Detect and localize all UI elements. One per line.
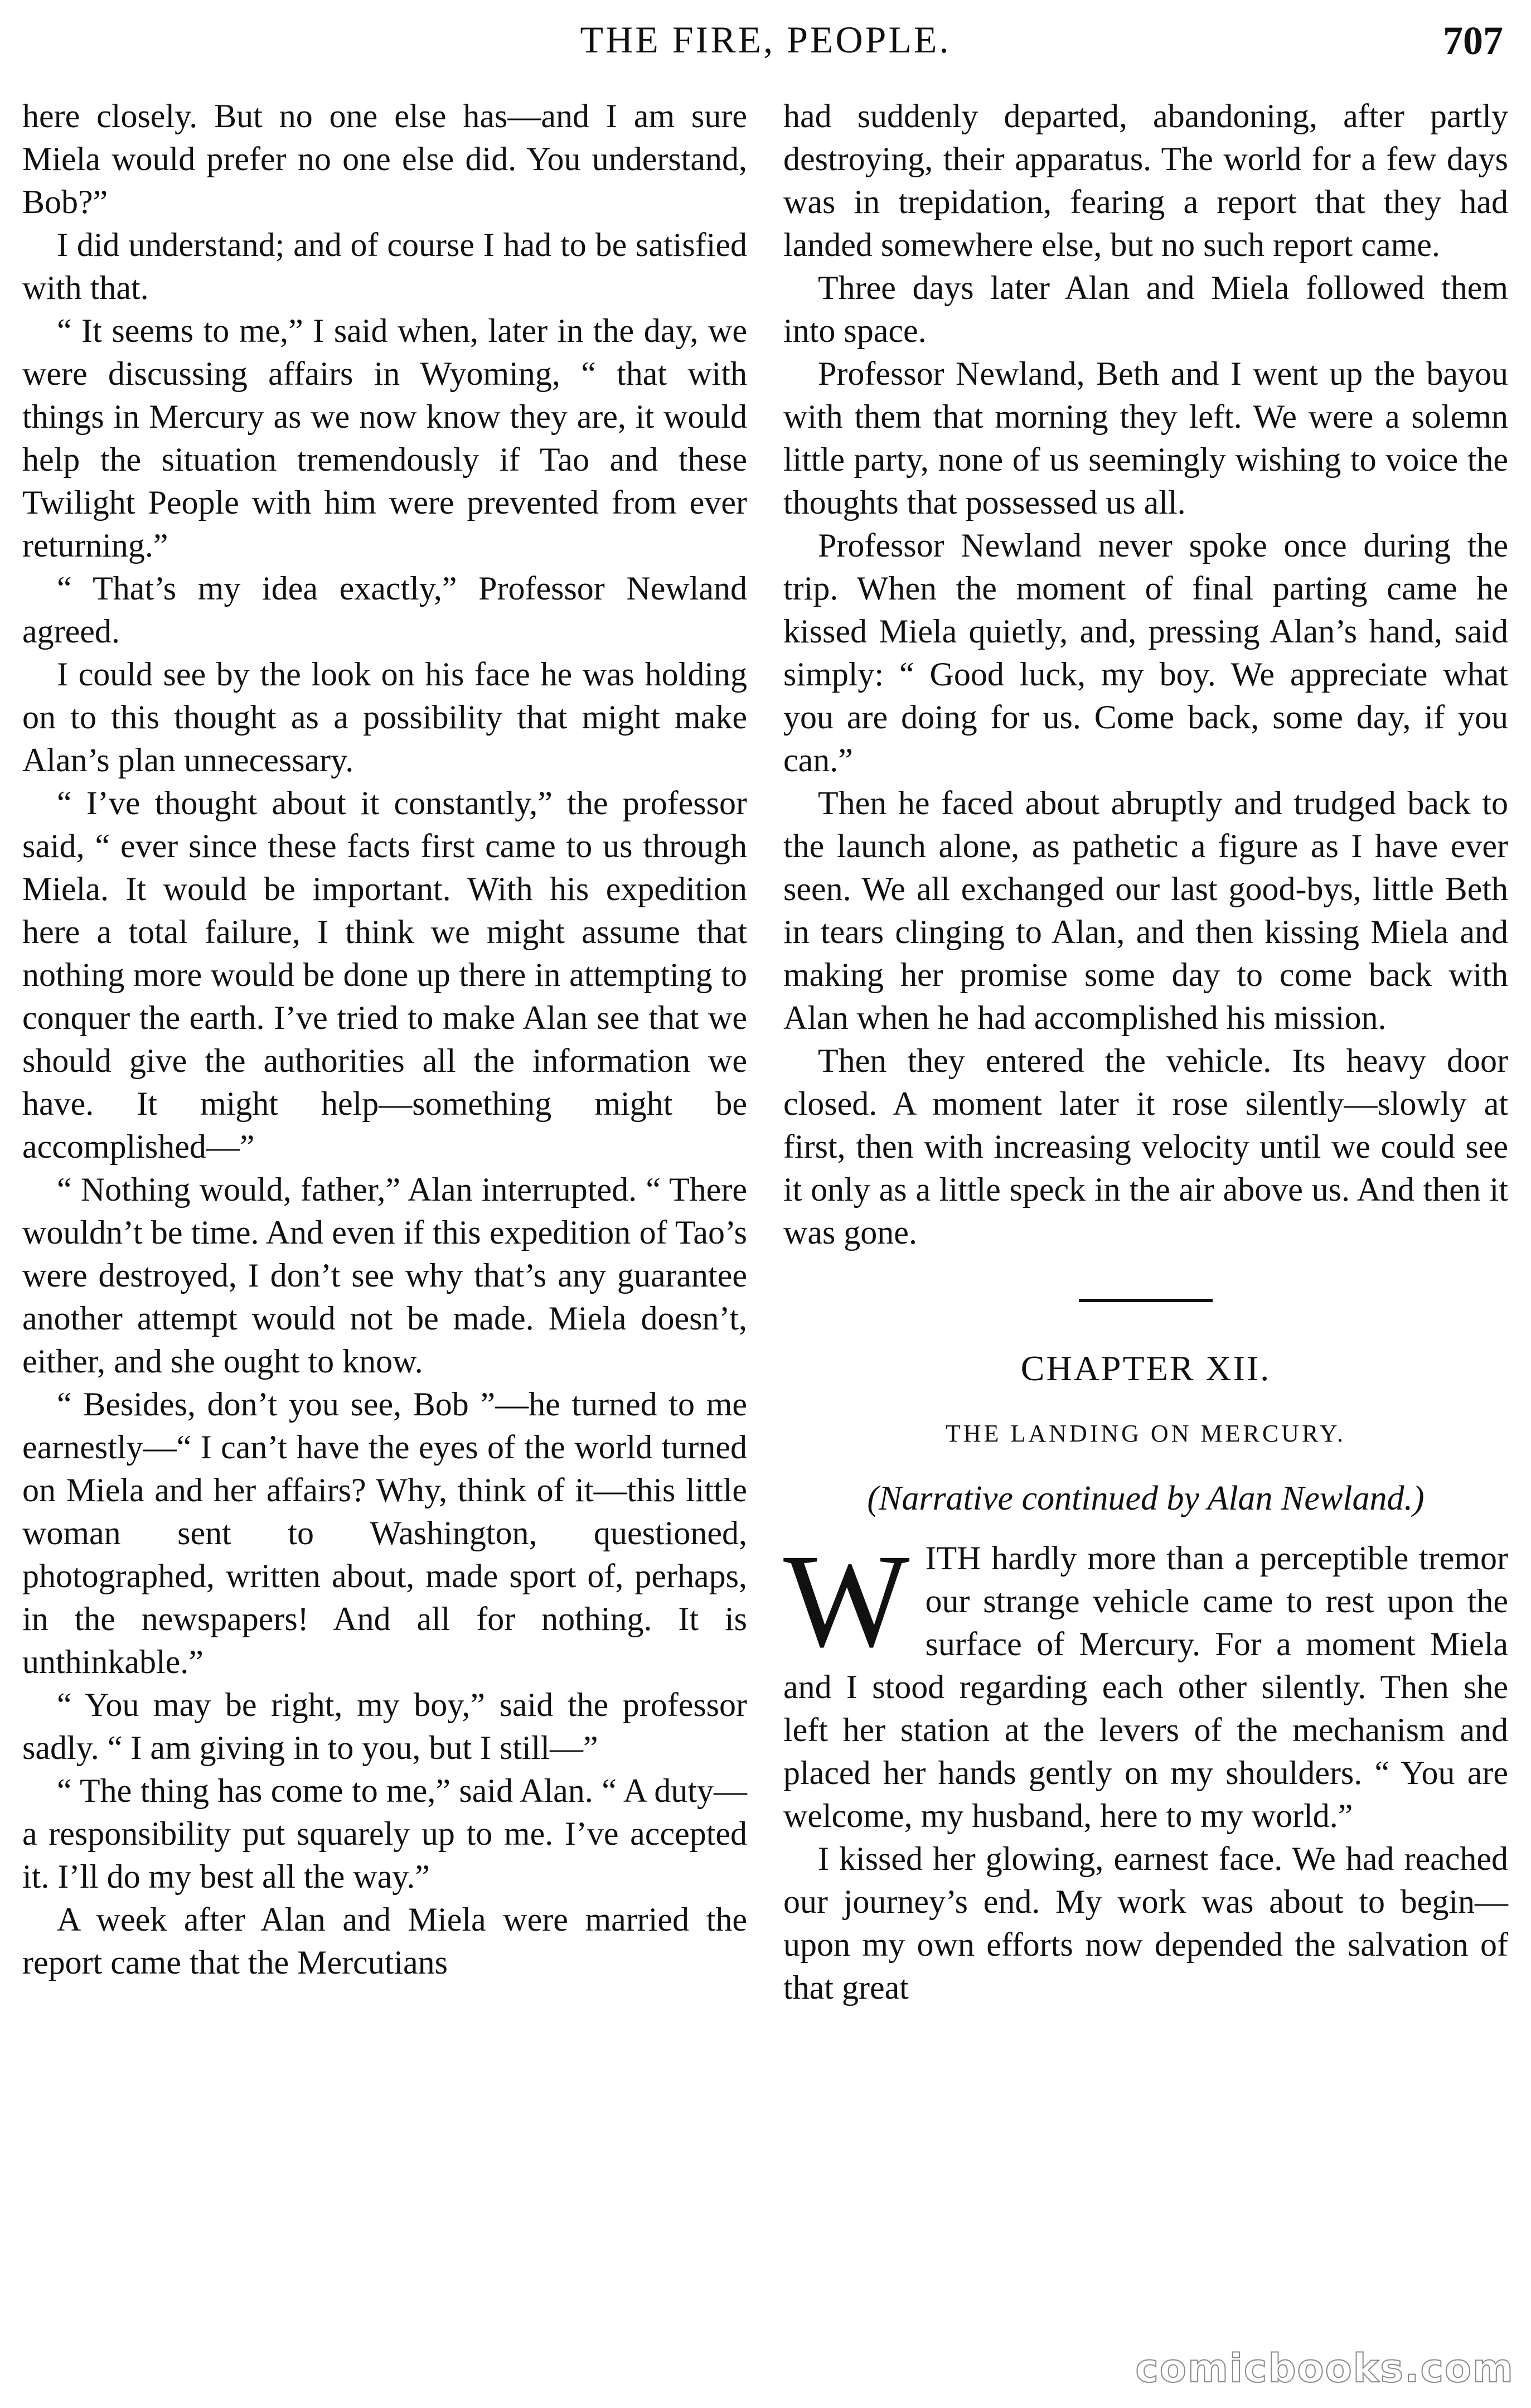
paragraph: A week after Alan and Miela were married the report came that the Mercutians: [22, 1901, 747, 1981]
chapter-byline: (Narrative continued by Alan Newland.): [867, 1479, 1425, 1517]
page-number: 707: [1443, 18, 1503, 63]
paragraph: “ Nothing would, father,” Alan interrupted. “ There wouldn’t be time. And even if this expedition of Tao’s were destroyed, I don’t see why that’s any guarantee another attempt would not be made. Miela doesn’t, either, and she ought to know.: [22, 1171, 747, 1380]
paragraph: Professor Newland never spoke once during the trip. When the moment of final parting came he kissed Miela quietly, and, pressing Alan’s hand, said simply: “ Good luck, my boy. We appreciate what you are doing for us. Come back, some day, if you can.”: [783, 527, 1508, 779]
chapter-number: CHAPTER XII.: [1020, 1348, 1271, 1388]
chapter-opening-text: ITH hardly more than a perceptible tremor our strange vehicle came to rest upon the surface of Mercury. For a moment Miela and I stood regarding each other silently. Then she left her station at the levers of the mechanism and placed her hands gently on my shoulders. “ You are welcome, my husband, here to my world.”: [783, 1540, 1508, 1834]
chapter-opening-paragraph: [783, 1526, 1508, 1838]
watermark-logo: comicbooks.com: [1135, 2346, 1514, 2391]
drop-cap: W: [783, 1526, 910, 1675]
paragraph: “ That’s my idea exactly,” Professor Newland agreed.: [22, 570, 747, 650]
left-column: [22, 95, 747, 1984]
paragraph: “ You may be right, my boy,” said the professor sadly. “ I am giving in to you, but I still—”: [22, 1686, 747, 1766]
paragraph: “ I’ve thought about it constantly,” the professor said, “ ever since these facts first came to us through Miela. It would be important. With his expedition here a total failure, I think we might assume that nothing more would be done up there in attempting to conquer the earth. I’ve tried to make Alan see that we should give the authorities all the information we have. It might help—something might be accomplished—”: [22, 785, 747, 1165]
paragraph: “ Besides, don’t you see, Bob ”—he turned to me earnestly—“ I can’t have the eyes of the world turned on Miela and her affairs? Why, think of it—this little woman sent to Washington, questioned, photographed, written about, made sport of, perhaps, in the newspapers! And all for nothing. It is unthinkable.”: [22, 1386, 747, 1680]
chapter-title: THE LANDING ON MERCURY.: [946, 1420, 1346, 1447]
paragraph: “ It seems to me,” I said when, later in the day, we were discussing affairs in Wyoming, “ that with things in Mercury as we now know they are, it would help the situation tremendously if Tao and these Twilight People with him were prevented from ever returning.”: [22, 312, 747, 564]
paragraph: had suddenly departed, abandoning, after partly destroying, their apparatus. The world for a few days was in trepidation, fearing a report that they had landed somewhere else, but no such report came.: [783, 98, 1508, 263]
paragraph: Then he faced about abruptly and trudged back to the launch alone, as pathetic a figure as I have ever seen. We all exchanged our last good-bys, little Beth in tears clinging to Alan, and then kissing Miela and making her promise some day to come back with Alan when he had accomplished his mission.: [783, 785, 1508, 1036]
section-divider: [1079, 1299, 1213, 1302]
paragraph: I kissed her glowing, earnest face. We had reached our journey’s end. My work was about to begin—upon my own efforts now depended the salvation of that great: [783, 1840, 1508, 2006]
page-header: [22, 12, 1509, 79]
right-column: [783, 95, 1508, 2009]
paragraph: I did understand; and of course I had to be satisfied with that.: [22, 226, 747, 306]
paragraph: Professor Newland, Beth and I went up the bayou with them that morning they left. We were a solemn little party, none of us seemingly wishing to voice the thoughts that possessed us all.: [783, 355, 1508, 521]
paragraph: here closely. But no one else has—and I am sure Miela would prefer no one else did. You understand, Bob?”: [22, 98, 747, 220]
paragraph: I could see by the look on his face he was holding on to this thought as a possibility that might make Alan’s plan unnecessary.: [22, 656, 747, 779]
paragraph: Three days later Alan and Miela followed them into space.: [783, 269, 1508, 349]
paragraph: “ The thing has come to me,” said Alan. “ A duty—a responsibility put squarely up to me. I’ve accepted it. I’ll do my best all the way.”: [22, 1772, 747, 1895]
paragraph: Then they entered the vehicle. Its heavy door closed. A moment later it rose silently—slowly at first, then with increasing velocity until we could see it only as a little speck in the air above us. And then it was gone.: [783, 1042, 1508, 1251]
running-title: THE FIRE, PEOPLE.: [580, 18, 951, 61]
